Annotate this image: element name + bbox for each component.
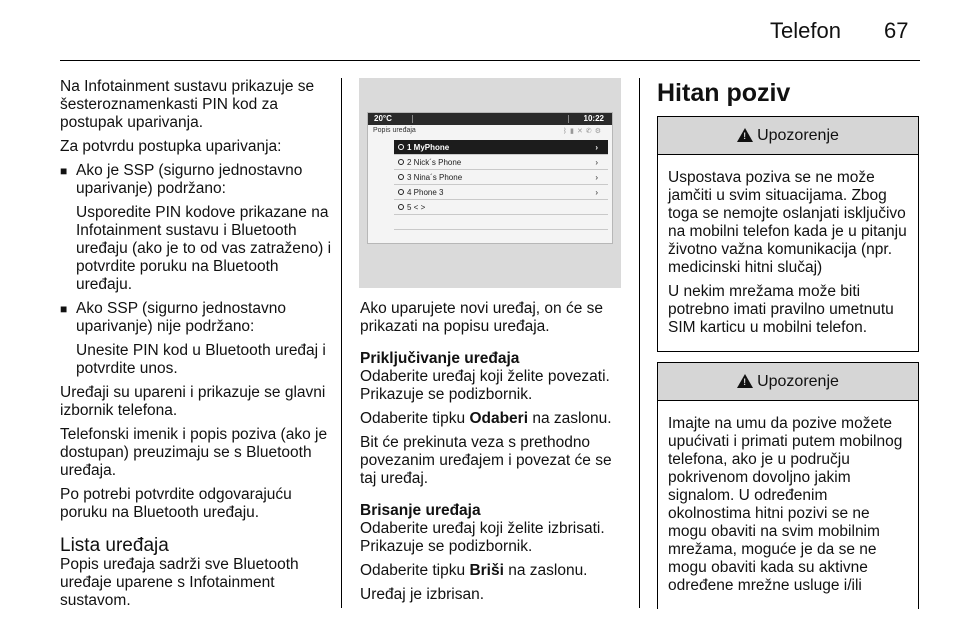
paragraph-new-device: Ako uparujete novi uređaj, on će se prikazati na popisu uređaja. — [360, 300, 603, 335]
bluetooth-icon: ᛒ — [562, 128, 571, 135]
device-row[interactable] — [394, 140, 608, 155]
column-divider-2 — [639, 78, 640, 608]
warning-label: Upozorenje — [757, 372, 839, 390]
paragraph-device-list: Popis uređaja sadrži sve Bluetooth uređaje uparene s Infotainment sustavom. — [60, 556, 299, 609]
warning-paragraph: Uspostava poziva se ne može jamčiti u svim situacijama. Zbog toga se nemojte oslanjati isključivo na mobilni telefon kada je u pitanju životno važna komunikacija (npr. medicinski hitni slučaj) — [668, 169, 907, 276]
status-separator — [412, 115, 413, 123]
device-row-empty — [394, 215, 608, 230]
paragraph-press-delete — [360, 562, 630, 580]
warning-paragraph: U nekim mrežama može biti potrebno imati pravilno umetnutu SIM karticu u mobilni telefon. — [668, 283, 894, 336]
section-title-device-list: Lista uređaja — [60, 535, 169, 556]
paragraph-paired: Uređaji su upareni i prikazuje se glavni izbornik telefona. — [60, 384, 326, 419]
column-1 — [60, 78, 332, 616]
text: na zaslonu. — [503, 562, 588, 579]
radio-icon — [398, 159, 404, 165]
paragraph-phonebook: Telefonski imenik i popis poziva (ako je dostupan) preuzimaju se s Bluetooth uređaja. — [60, 426, 328, 479]
header-rule — [60, 60, 920, 61]
warning-body — [658, 401, 918, 609]
device-name: 3 Nina´s Phone — [407, 173, 463, 182]
subheading-delete: Brisanje uređaja — [360, 502, 481, 519]
paragraph-select-connect: Odaberite uređaj koji želite povezati. Prikazuje se podizbornik. — [360, 368, 610, 403]
device-row[interactable] — [394, 155, 608, 170]
temperature-readout: 20°C — [374, 114, 392, 123]
warning-box-2 — [657, 362, 919, 609]
device-name: 4 Phone 3 — [407, 188, 444, 197]
warning-box-1 — [657, 116, 919, 352]
device-name: 5 < > — [407, 203, 426, 212]
chevron-right-icon: › — [595, 158, 598, 167]
text: na zaslonu. — [528, 410, 612, 427]
section-title-emergency-call: Hitan poziv — [657, 79, 791, 107]
device-list — [394, 140, 608, 230]
page-header-title: Telefon — [770, 18, 841, 43]
radio-icon — [398, 144, 404, 150]
bullet-ssp-not-supported: ■ Ako SSP (sigurno jednostavno uparivanje) nije podržano: — [60, 300, 332, 336]
warning-header — [658, 117, 918, 155]
page-number: 67 — [884, 18, 909, 43]
warning-triangle-icon: ! — [737, 128, 753, 142]
warning-header — [658, 363, 918, 401]
device-row[interactable] — [394, 185, 608, 200]
screen-title: Popis uređaja — [373, 127, 416, 134]
signal-icon: ▮ — [570, 128, 577, 135]
infotainment-screen — [367, 112, 613, 244]
bullet-ssp-supported-detail: Usporedite PIN kodove prikazane na Infotainment sustavu i Bluetooth uređaju (ako je to od vas zatraženo) i potvrdite poruku na Bluetooth uređaju. — [76, 204, 332, 293]
button-reference-brisi: Briši — [469, 562, 504, 579]
paragraph-select-delete: Odaberite uređaj koji želite izbrisati. Prikazuje se podizbornik. — [360, 520, 605, 555]
bullet-ssp-supported: ■ Ako je SSP (sigurno jednostavno uparivanje) podržano: — [60, 162, 332, 198]
paragraph-press-select — [360, 410, 630, 428]
mute-icon: ✕ — [576, 128, 586, 135]
warning-body — [658, 155, 918, 351]
device-row[interactable] — [394, 170, 608, 185]
chevron-right-icon: › — [595, 173, 598, 182]
status-separator — [568, 115, 569, 123]
text: Odaberite tipku — [360, 410, 470, 427]
warning-triangle-icon: ! — [737, 374, 753, 388]
paragraph-disconnect: Bit će prekinuta veza s prethodno povezanim uređajem i povezat će se taj uređaj. — [360, 434, 612, 487]
bullet-ssp-not-supported-detail: Unesite PIN kod u Bluetooth uređaj i potvrdite unos. — [76, 342, 326, 377]
column-2 — [360, 300, 630, 610]
phone-icon: ✆ — [585, 128, 595, 135]
device-name: 2 Nick´s Phone — [407, 158, 462, 167]
subheading-connect: Priključivanje uređaja — [360, 350, 520, 367]
chevron-right-icon: › — [595, 188, 598, 197]
button-reference-odaberi: Odaberi — [469, 410, 529, 427]
device-list-screenshot — [359, 78, 621, 288]
column-divider-1 — [341, 78, 342, 608]
status-bar — [368, 113, 612, 125]
warning-paragraph: Imajte na umu da pozive možete upućivati i primati putem mobilnog telefona, ako je u području pokrivenom dovoljno jakim signalom. U određenim okolnostima hitni pozivi se ne mogu obaviti na svim mobilnim mrežama, moguće je da se ne mogu obaviti kada su aktivne određene mrežne usluge i/ili — [668, 415, 903, 594]
device-name: 1 MyPhone — [407, 143, 450, 152]
settings-icon: ⚙ — [594, 128, 604, 135]
clock-readout: 10:22 — [583, 114, 604, 123]
paragraph-pin-info: Na Infotainment sustavu prikazuje se šesteroznamenkasti PIN kod za postupak uparivanja. — [60, 78, 315, 131]
paragraph-deleted: Uređaj je izbrisan. — [360, 586, 485, 603]
paragraph-confirm-message: Po potrebi potvrdite odgovarajuću poruku na Bluetooth uređaju. — [60, 486, 292, 521]
text: Odaberite tipku — [360, 562, 470, 579]
radio-icon — [398, 189, 404, 195]
paragraph-confirm-intro: Za potvrdu postupka uparivanja: — [60, 138, 282, 155]
device-row[interactable] — [394, 200, 608, 215]
status-icons — [563, 127, 604, 135]
warning-label: Upozorenje — [757, 126, 839, 144]
radio-icon — [398, 204, 404, 210]
column-3 — [657, 78, 919, 619]
chevron-right-icon: › — [595, 143, 598, 152]
radio-icon — [398, 174, 404, 180]
